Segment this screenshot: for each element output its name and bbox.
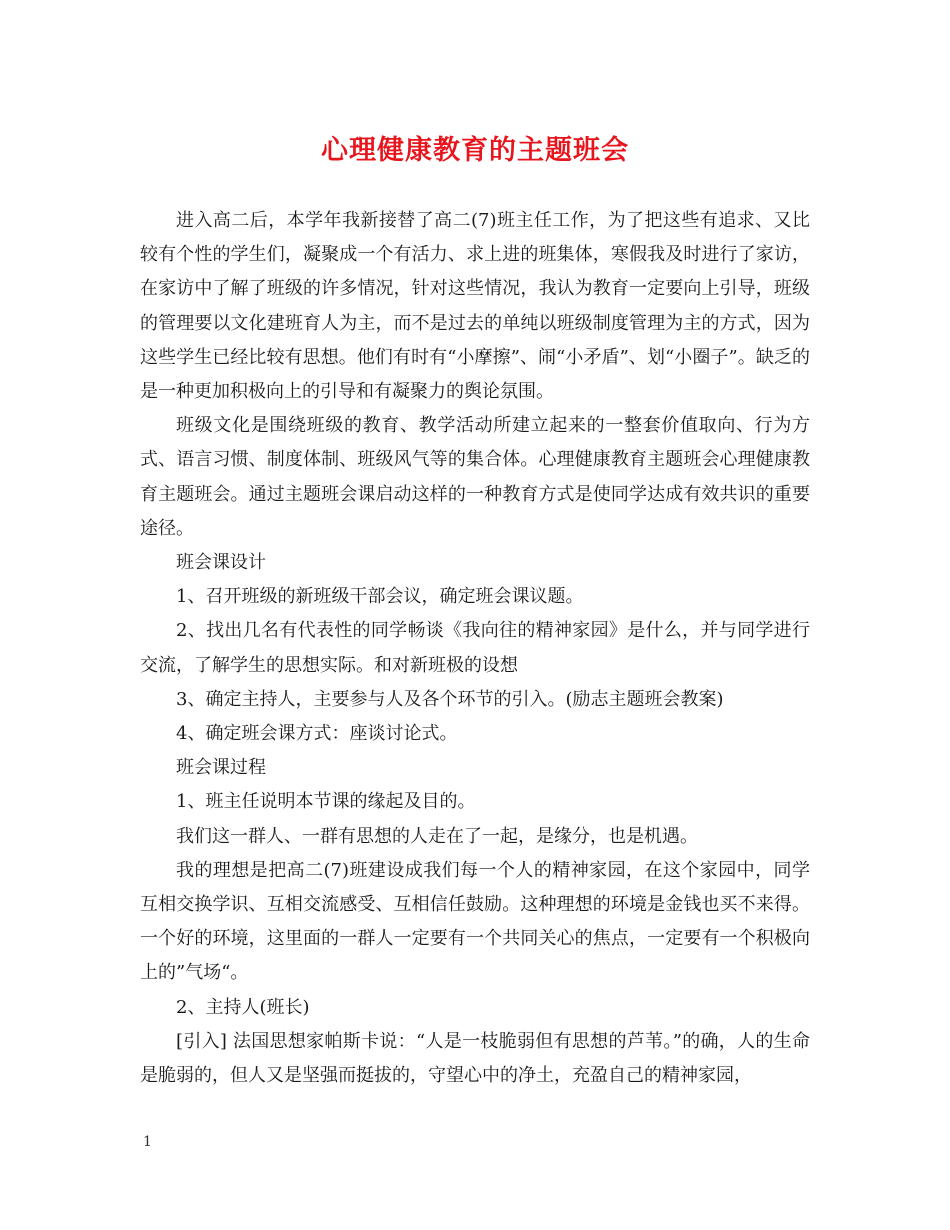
- document-title: 心理健康教育的主题班会: [321, 135, 629, 166]
- paragraph: 我的理想是把高二(7)班建设成我们每一个人的精神家园，在这个家园中，同学互相交换学识、互相交流感受、互相信任鼓励。这种理想的环境是金钱也买不来得。一个好的环境，这里面的一群人一定要有一个共同关心的焦点，一定要有一个积极向上的”气场“。: [140, 859, 810, 984]
- list-item: 3、确定主持人，主要参与人及各个环节的引入。(励志主题班会教案): [176, 688, 724, 710]
- paragraph: [引入] 法国思想家帕斯卡说：“人是一枝脆弱但有思想的芦苇。”的确，人的生命是脆弱的，但人又是坚强而挺拔的，守望心中的净土，充盈自己的精神家园，: [140, 1030, 810, 1087]
- list-item: 1、召开班级的新班级干部会议，确定班会课议题。: [176, 586, 584, 608]
- section-heading: 班会课设计: [176, 552, 266, 574]
- list-item: 4、确定班会课方式：座谈讨论式。: [176, 723, 458, 745]
- section-heading: 班会课过程: [176, 757, 266, 779]
- list-item: 1、班主任说明本节课的缘起及目的。: [176, 791, 476, 813]
- paragraph: 进入高二后，本学年我新接替了高二(7)班主任工作，为了把这些有追求、又比较有个性的学生们，凝聚成一个有活力、求上进的班集体，寒假我及时进行了家访，在家访中了解了班级的许多情况，针对这些情况，我认为教育一定要向上引导，班级的管理要以文化建班育人为主，而不是过去的单纯以班级制度管理为主的方式，因为这些学生已经比较有思想。他们有时有“小摩擦”、闹“小矛盾”、划“小圈子”。缺乏的是一种更加积极向上的引导和有凝聚力的舆论氛围。: [140, 210, 810, 403]
- list-item: 2、主持人(班长): [176, 996, 310, 1018]
- paragraph: 班级文化是围绕班级的教育、教学活动所建立起来的一整套价值取向、行为方式、语言习惯、制度体制、班级风气等的集合体。心理健康教育主题班会心理健康教育主题班会。通过主题班会课启动这样的一种教育方式是使同学达成有效共识的重要途径。: [140, 415, 810, 539]
- document-body: [140, 204, 810, 1093]
- page-number: 1: [143, 1134, 152, 1150]
- paragraph: 我们这一群人、一群有思想的人走在了一起，是缘分，也是机遇。: [176, 825, 698, 847]
- list-item: 2、找出几名有代表性的同学畅谈《我向往的精神家园》是什么，并与同学进行交流，了解学生的思想实际。和对新班极的设想: [140, 620, 810, 676]
